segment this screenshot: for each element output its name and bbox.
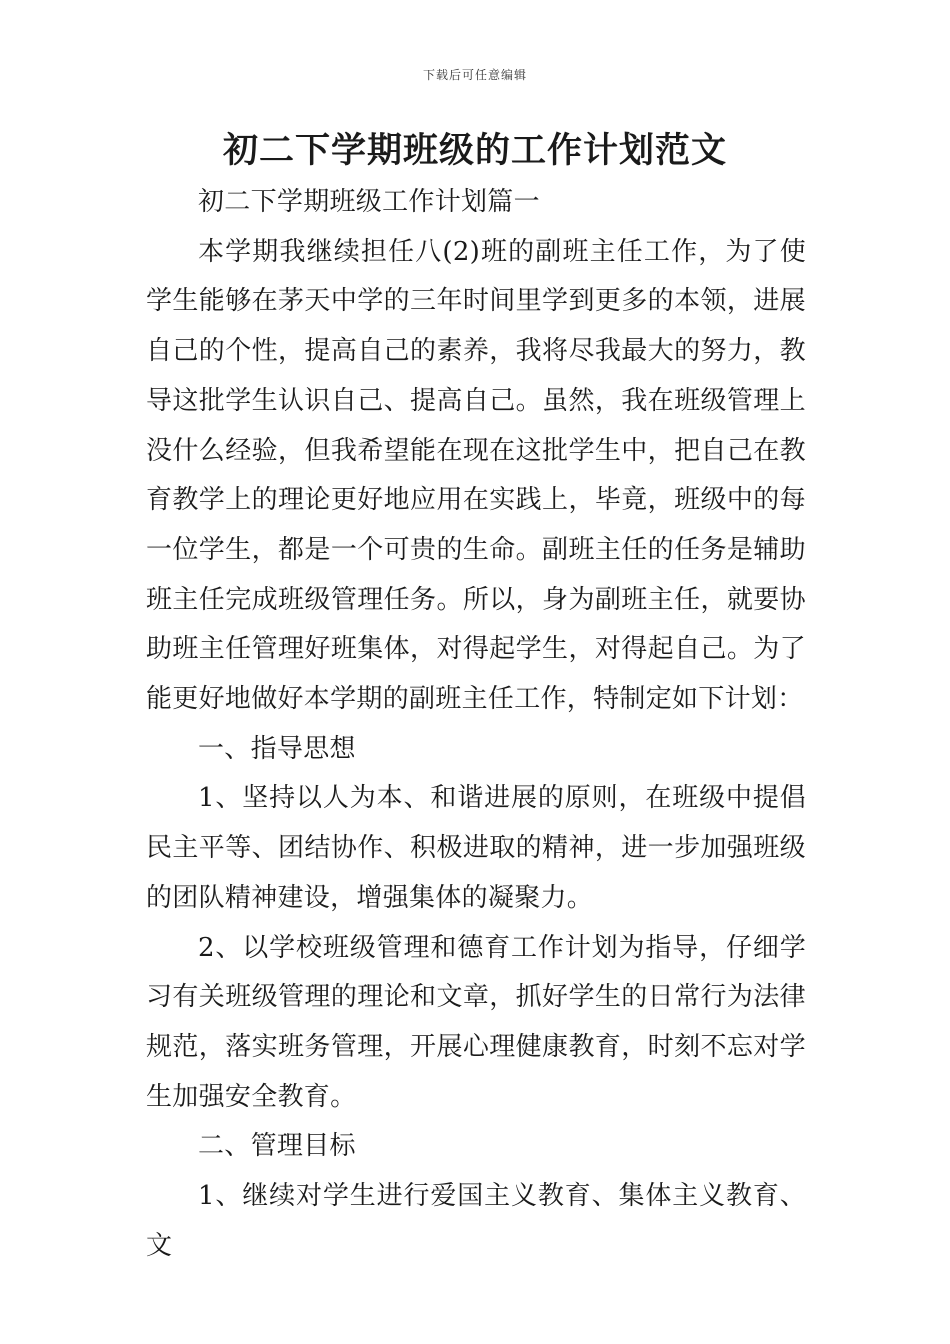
document-body bbox=[146, 178, 806, 1271]
guiding-item-2: 2、以学校班级管理和德育工作计划为指导，仔细学习有关班级管理的理论和文章，抓好学生的日常行为法律规范，落实班务管理，开展心理健康教育，时刻不忘对学生加强安全教育。 bbox=[146, 932, 806, 1112]
intro-paragraph: 本学期我继续担任八(2)班的副班主任工作，为了使学生能够在茅天中学的三年时间里学到更多的本领，进展自己的个性，提高自己的素养，我将尽我最大的努力，教导这批学生认识自己、提高自己。虽然，我在班级管理上没什么经验，但我希望能在现在这批学生中，把自己在教育教学上的理论更好地应用在实践上，毕竟，班级中的每一位学生，都是一个可贵的生命。副班主任的任务是辅助班主任完成班级管理任务。所以，身为副班主任，就要协助班主任管理好班集体，对得起学生，对得起自己。为了能更好地做好本学期的副班主任工作，特制定如下计划： bbox=[146, 236, 806, 715]
section-heading-guiding-ideas: 一、指导思想 bbox=[198, 733, 356, 764]
document-title: 初二下学期班级的工作计划范文 bbox=[222, 130, 727, 171]
subtitle-paragraph: 初二下学期班级工作计划篇一 bbox=[198, 187, 540, 217]
guiding-item-1: 1、坚持以人为本、和谐进展的原则，在班级中提倡民主平等、团结协作、积极进取的精神，进一步加强班级的团队精神建设，增强集体的凝聚力。 bbox=[146, 783, 806, 913]
goals-item-1: 1、继续对学生进行爱国主义教育、集体主义教育、文 bbox=[146, 1181, 806, 1261]
header-note: 下载后可任意编辑 bbox=[422, 68, 527, 82]
section-heading-management-goals: 二、管理目标 bbox=[198, 1131, 356, 1162]
